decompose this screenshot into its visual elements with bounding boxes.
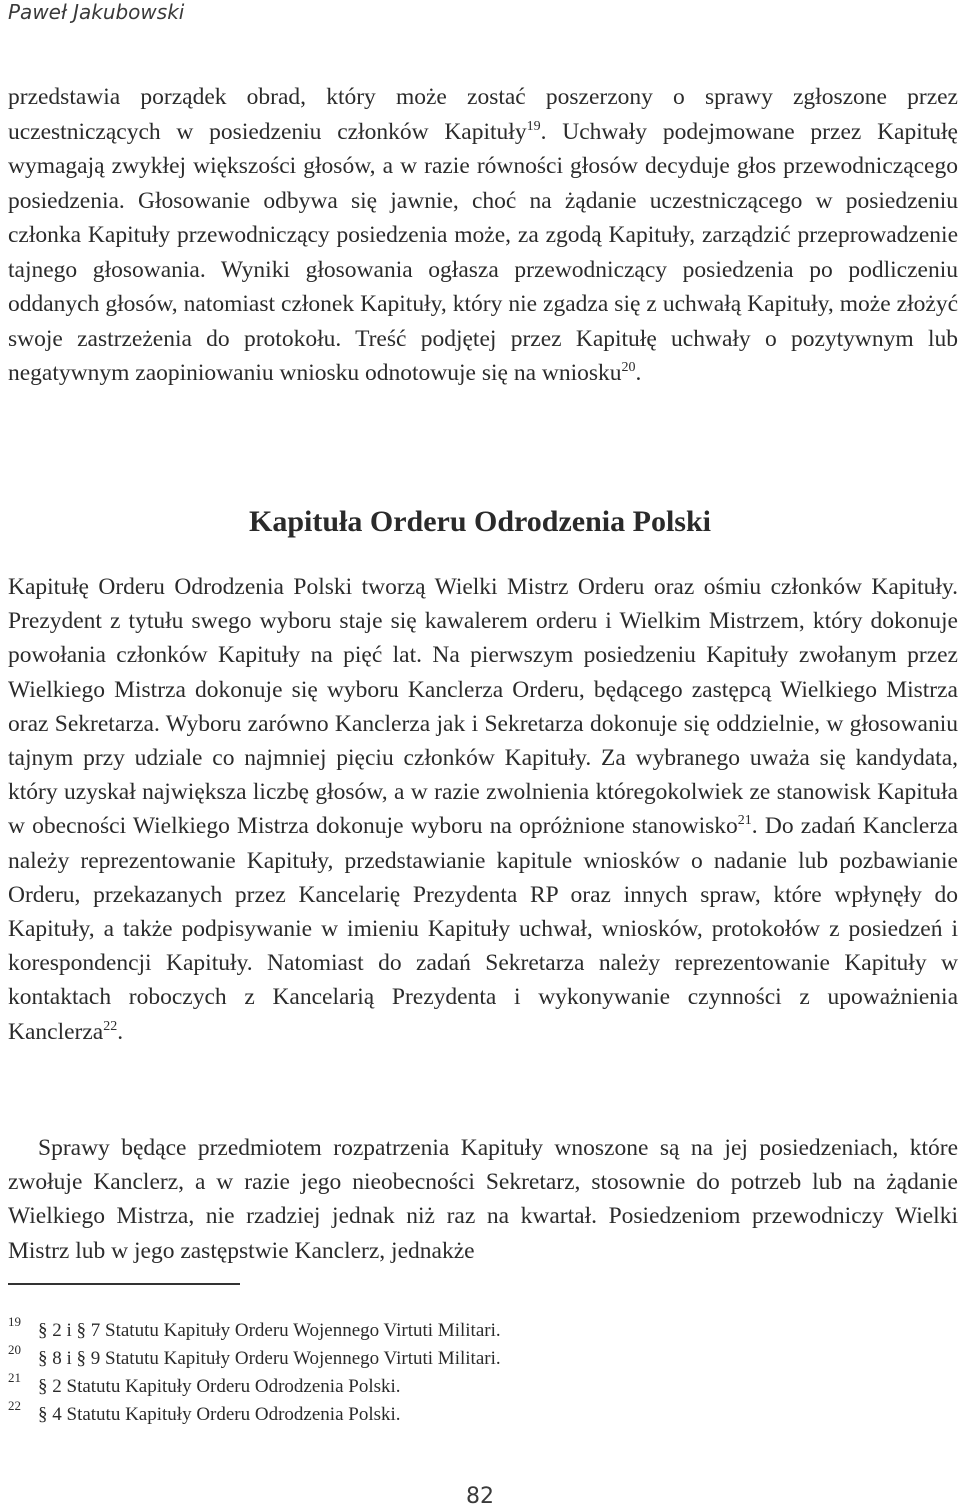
footnote-20 <box>8 1342 948 1376</box>
footnote-number: 19 <box>8 1314 21 1329</box>
paragraph-text: . <box>117 1018 124 1045</box>
body-paragraph-1 <box>8 80 958 391</box>
body-paragraph-3: Sprawy będące przedmiotem rozpatrzenia Kapituły wnoszone są na jej posiedzeniach, które zwołuje Kanclerz, a w razie jego nieobecności Sekretarz, stosownie do potrzeb lub na żądanie Wielkiego Mistrza, nie rzadziej jednak niż raz na kwartał. Posiedzeniom przewodniczy Wielki Mistrz lub w jego zastępstwie Kanclerz, jednakże <box>8 1135 958 1264</box>
footnote-text: § 4 Statutu Kapituły Orderu Odrodzenia Polski. <box>38 1404 401 1425</box>
footnote-number: 20 <box>8 1342 21 1357</box>
footnote-text: § 2 i § 7 Statutu Kapituły Orderu Wojennego Virtuti Militari. <box>38 1320 501 1341</box>
footnote-ref-21[interactable]: 21 <box>737 813 752 829</box>
paragraph-text: . Do zadań Kanclerza należy reprezentowanie Kapituły, przedstawianie kapitule wniosków o nadanie lub pozbawianie Orderu, przekazanych przez Kancelarię Prezydenta RP oraz innych spraw, które wpłynęły do Kapituły, a także podpisywanie w imieniu Kapituły uchwał, wniosków, protokołów z posiedzeń i korespondencji Kapituły. Natomiast do zadań Sekretarza należy reprezentowanie Kapituły w kontaktach roboczych z Kancelarią Prezydenta i wykonywanie czynności z upoważnienia Kanclerza <box>8 813 958 1045</box>
footnote-ref-20[interactable]: 20 <box>621 360 636 375</box>
paragraph-text: przedstawia porządek obrad, który może zostać poszerzony o sprawy zgłoszone przez uczestniczących w posiedzeniu członków Kapituły <box>8 84 958 145</box>
running-header-author: Paweł Jakubowski <box>8 0 185 24</box>
footnote-ref-22[interactable]: 22 <box>103 1018 118 1034</box>
footnote-text: § 2 Statutu Kapituły Orderu Odrodzenia Polski. <box>38 1376 401 1397</box>
body-paragraph-2 <box>8 570 958 1049</box>
paragraph-text: Kapitułę Orderu Odrodzenia Polski tworzą Wielki Mistrz Orderu oraz ośmiu członków Kapituły. Prezydent z tytułu swego wyboru staje się kawalerem orderu i Wielkim Mistrzem, który dokonuje powołania członków Kapituły na pięć lat. Na pierwszym posiedzeniu Kapituły zwołanym przez Wielkiego Mistrza dokonuje się wyboru Kanclerza Orderu, będącego zastępcą Wielkiego Mistrza oraz Sekretarza. Wyboru zarówno Kanclerza jak i Sekretarza dokonuje się oddzielnie, w głosowaniu tajnym przy udziale co najmniej pięciu członków Kapituły. Za wybranego uważa się kandydata, który uzyskał największa liczbę głosów, a w razie zwolnienia któregokolwiek ze stanowisk Kapituła w obecności Wielkiego Mistrza dokonuje wyboru na opróżnione stanowisko <box>8 574 958 840</box>
footnote-19 <box>8 1314 948 1348</box>
footnote-number: 22 <box>8 1398 21 1413</box>
footnote-ref-19[interactable]: 19 <box>526 118 541 134</box>
footnotes <box>8 1314 948 1432</box>
footnote-21 <box>8 1370 948 1404</box>
footnote-text: § 8 i § 9 Statutu Kapituły Orderu Wojennego Virtuti Militari. <box>38 1348 501 1369</box>
footnote-22 <box>8 1398 948 1432</box>
footnote-separator <box>8 1283 240 1285</box>
paragraph-text: . <box>635 360 642 386</box>
footnote-number: 21 <box>8 1370 21 1385</box>
page-number: 82 <box>466 1484 494 1509</box>
section-heading: Kapituła Orderu Odrodzenia Polski <box>249 505 711 538</box>
paragraph-text: . Uchwały podejmowane przez Kapitułę wymagają zwykłej większości głosów, a w razie równości głosów decyduje głos przewodniczącego posiedzenia. Głosowanie odbywa się jawnie, choć na żądanie uczestniczącego w posiedzeniu członka Kapituły przewodniczący posiedzenia może, za zgodą Kapituły, zarządzić przeprowadzenie tajnego głosowania. Wyniki głosowania ogłasza przewodniczący posiedzenia po podliczeniu oddanych głosów, natomiast członek Kapituły, który nie zgadza się z uchwałą Kapituły, może złożyć swoje zastrzeżenia do protokołu. Treść podjętej przez Kapitułę uchwały o pozytywnym lub negatywnym zaopiniowaniu wniosku odnotowuje się na wniosku <box>8 118 958 386</box>
